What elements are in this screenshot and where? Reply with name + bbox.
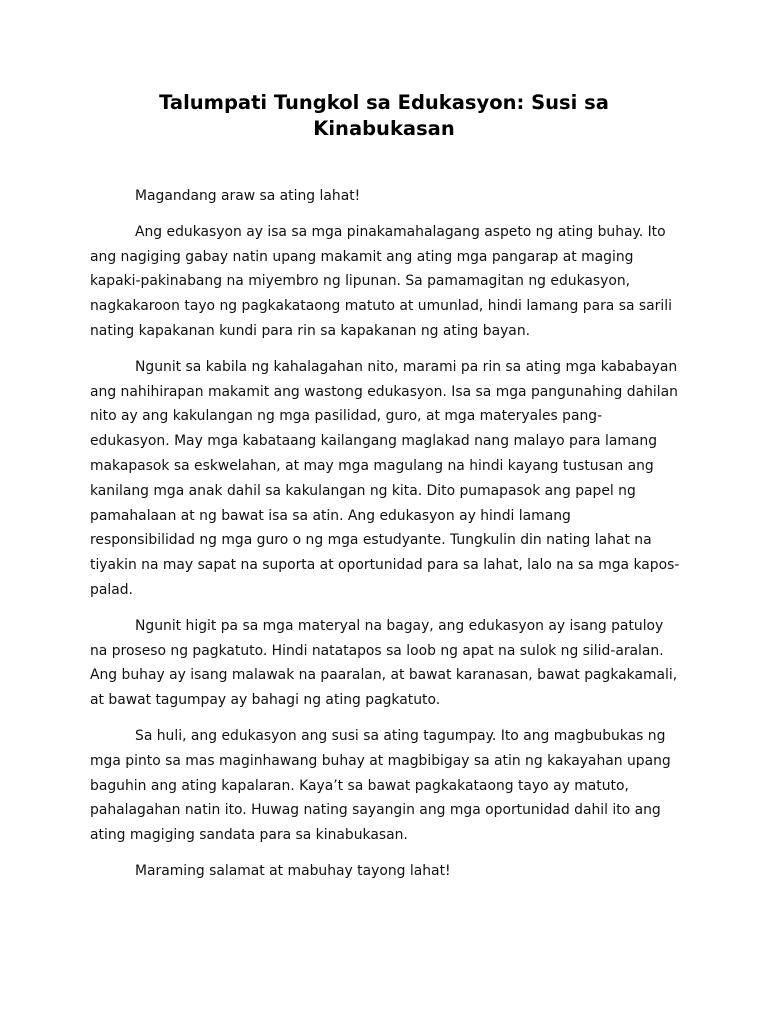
closing-paragraph: Maraming salamat at mabuhay tayong lahat! [135, 862, 451, 879]
page-title: Talumpati Tungkol sa Edukasyon: Susi sa Kinabukasan [159, 91, 609, 140]
body-paragraph: Ngunit higit pa sa mga materyal na bagay, ang edukasyon ay isang patuloy na proseso ng pagkatuto. Hindi natatapos sa loob ng apat na sulok ng silid-aralan. Ang buhay ay isang malawak na paaralan, at bawat karanasan, bawat pagkakamali, at bawat tagumpay ay bahagi ng ating pagkatuto. [90, 617, 678, 709]
body-paragraph: Sa huli, ang edukasyon ang susi sa ating tagumpay. Ito ang magbubukas ng mga pinto sa mas maginhawang buhay at magbibigay sa atin ng kakayahan upang baguhin ang ating kapalaran. Kaya’t sa bawat pagkakataong tayo ay matuto, pahalagahan natin ito. Huwag nating sayangin ang mga oportunidad dahil ito ang ating magiging sandata para sa kinabukasan. [90, 727, 671, 844]
body-paragraph: Ang edukasyon ay isa sa mga pinakamahalagang aspeto ng ating buhay. Ito ang nagiging gabay natin upang makamit ang ating mga pangarap at maging kapaki-pakinabang na miyembro ng lipunan. Sa pamamagitan ng edukasyon, nagkakaroon tayo ng pagkakataong matuto at umunlad, hindi lamang para sa sarili nating kapakanan kundi para rin sa kapakanan ng ating bayan. [90, 223, 672, 339]
greeting-paragraph: Magandang araw sa ating lahat! [135, 188, 361, 204]
speech-body [90, 184, 680, 895]
body-paragraph: Ngunit sa kabila ng kahalagahan nito, marami pa rin sa ating mga kababayan ang nahihirapan makamit ang wastong edukasyon. Isa sa mga pangunahing dahilan nito ay ang kakulangan ng mga pasilidad, guro, at mga materyales pang-edukasyon. May mga kabataang kailangang maglakad nang malayo para lamang makapasok sa eskwelahan, at may mga magulang na hindi kayang tustusan ang kanilang mga anak dahil sa kakulangan ng kita. Dito pumapasok ang papel ng pamahalaan at ng bawat isa sa atin. Ang edukasyon ay hindi lamang responsibilidad ng mga guro o ng mga estudyante. Tungkulin din nating lahat na tiyakin na may sapat na suporta at oportunidad para sa lahat, lalo na sa mga kapos-palad. [90, 358, 680, 598]
